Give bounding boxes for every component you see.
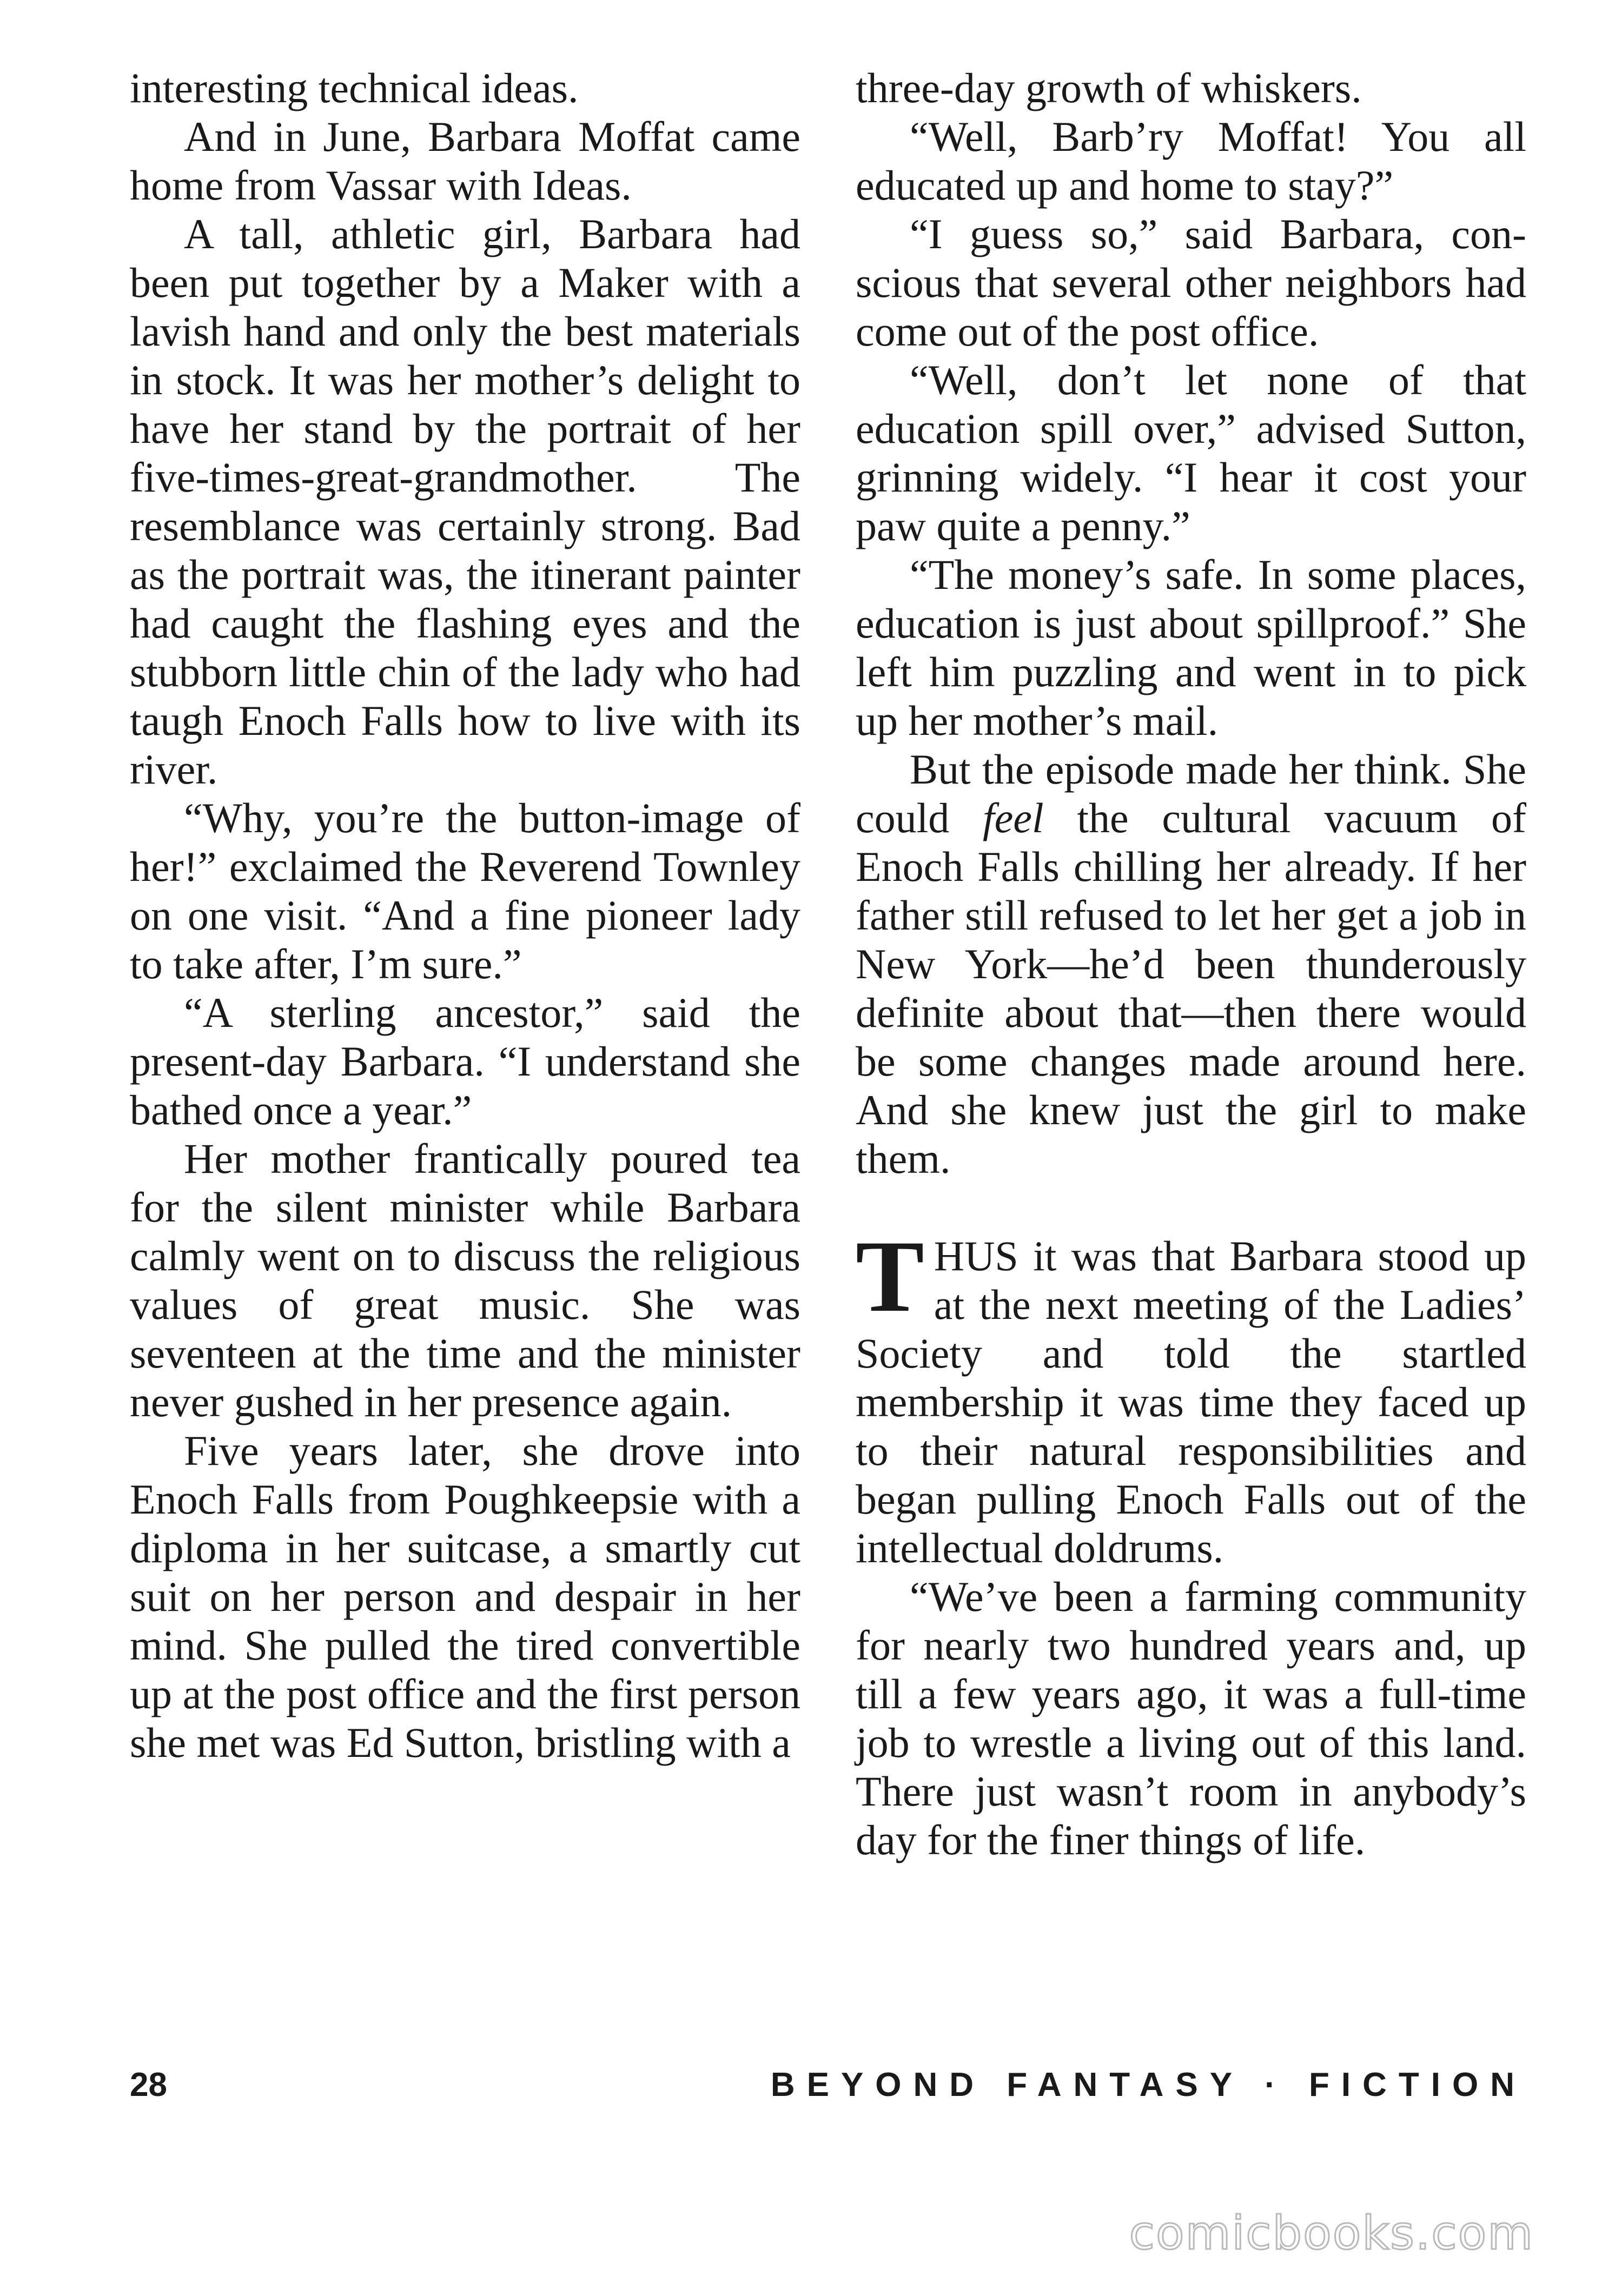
italic-word: feel [983,794,1044,841]
paragraph: “The money’s safe. In some places, education is just about spillproof.” She left him puzzling and went in to pick up her mother’s mail. [856,551,1526,744]
page-number: 28 [130,2066,167,2103]
paragraph: “We’ve been a farming community for nearly two hundred years and, up till a few years ago, it was a full-time job to wrestle a living out of this land. There just wasn’t room in anybody’s day for the finer things of life. [856,1573,1526,1863]
paragraph: interesting technical ideas. [130,64,579,111]
magazine-title: BEYOND FANTASY · FICTION [770,2066,1526,2103]
paragraph: “Well, Barb’ry Moffat! You all educated up and home to stay?” [856,113,1526,209]
paragraph: “I guess so,” said Barbara, conscious that several other neighbors had come out of the post office. [856,210,1526,355]
section-break [856,1183,1526,1232]
episode-text-end: the cultural vacuum of Enoch Falls chilling her already. If her father still refused to let her get a job in New York—he’d been thunderously definite about that—then there would be some changes made around here. And she knew just the girl to make them. [856,794,1527,1182]
paragraph: And in June, Barbara Moffat came home from Vassar with Ideas. [130,113,800,209]
episode-paragraph [856,745,1526,1183]
left-column [130,64,800,1767]
paragraph: Five years later, she drove into Enoch Falls from Poughkeepsie with a diploma in her suitcase, a smartly cut suit on her person and despair in her mind. She pulled the tired convertible up at the post office and the first person she met was Ed Sutton, bristling with a [130,1427,800,1766]
drop-cap-paragraph [856,1220,1526,1572]
page-footer [130,2066,1526,2114]
watermark: comicbooks.com [1129,2206,1534,2260]
drop-cap: T [856,1220,924,1333]
paragraph: A tall, athletic girl, Barbara had been put together by a Maker with a lavish hand and only the best materials in stock. It was her mother’s delight to have her stand by the portrait of her five-times-great-grandmother. The resemblance was certainly strong. Bad as the portrait was, the itinerant painter had caught the flashing eyes and the stubborn little chin of the lady who had taugh Enoch Falls how to live with its river. [130,210,800,793]
paragraph: “Well, don’t let none of that education spill over,” advised Sutton, grinning widely. “I hear it cost your paw quite a penny.” [856,356,1526,549]
right-column [856,64,1526,1864]
drop-cap-paragraph-text: HUS it was that Barbara stood up at the next meeting of the Ladies’ Society and told the startled membership it was time they faced up to their natural responsibilities and began pulling Enoch Falls out of the intellectual doldrums. [856,1232,1526,1571]
paragraph: “Why, you’re the button-image of her!” exclaimed the Reverend Townley on one visit. “And a fine pioneer lady to take after, I’m sure.” [130,794,800,987]
paragraph: three-day growth of whiskers. [856,64,1362,111]
paragraph: Her mother frantically poured tea for the silent minister while Barbara calmly went on to discuss the religious values of great music. She was seventeen at the time and the minister never gushed in her presence again. [130,1135,800,1425]
episode-text-start: But the episode made her think. She could [856,746,1526,841]
paragraph: “A sterling ancestor,” said the present-day Barbara. “I understand she bathed once a year.” [130,989,800,1133]
